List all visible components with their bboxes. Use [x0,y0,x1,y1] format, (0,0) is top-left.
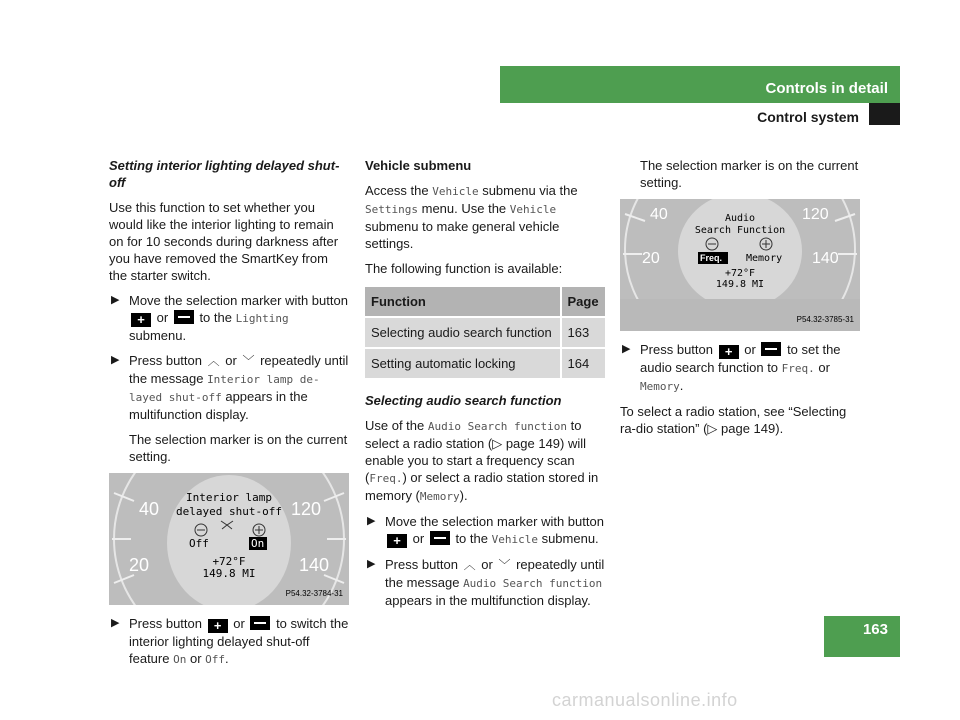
gauge-label: 40 [650,206,668,223]
display-line1: Interior lamp [185,491,273,504]
heading-delayed-shutoff: Setting interior lighting delayed shut-off [109,158,340,190]
table-row [365,317,605,348]
display-image-audio [620,199,860,331]
arrow-icon: ▶ [367,558,376,570]
table-cell: Setting automatic locking [365,348,561,378]
table-header: Page [561,287,606,317]
arrow-icon: ▶ [111,354,120,366]
gauge-label: 140 [299,555,330,575]
heading-vehicle-submenu: Vehicle submenu [365,158,472,173]
step-press-repeat: ▶ Press button ︿ or ﹀ repeatedly until the message Audio Search function appears in the multifunction display. [367,557,605,608]
step-set-audio: ▶ Press button + or to set the audio search function to Freq. or Memory. [622,342,841,393]
triangle-ref-icon: ▷ [492,436,503,451]
heading-audio-search: Selecting audio search function [365,393,562,408]
arrow-icon: ▶ [622,343,631,355]
display-line2: Search Function [694,225,786,236]
table-cell: 164 [561,348,606,378]
closing-text: To select a radio station, see “Selecting ra-dio station” (▷ page 149). [620,404,847,436]
chevron-up-icon: ︿ [207,354,220,368]
minus-button-icon [430,531,450,545]
header-marker [869,103,900,125]
plus-button-icon: + [208,619,228,633]
minus-button-icon [761,342,781,356]
gauge-label: 20 [642,250,660,267]
arrow-icon: ▶ [367,515,376,527]
plus-button-icon: + [719,345,739,359]
audio-paragraph: Use of the Audio Search function to select a radio station (▷ page 149) will enable you to start a frequency scan (Freq.) or select a radio station stored in memory (Memory). [365,418,599,503]
display-line2: delayed shut-off [176,505,282,518]
display-memory: Memory [746,253,783,264]
step-press-repeat: ▶ Press button ︿ or ﹀ repeatedly until the message Interior lamp de-layed shut-off appears in the multifunction display. [111,353,349,422]
header-section-bar [500,66,900,103]
section-title: Controls in detail [765,80,888,97]
plus-button-icon: + [387,534,407,548]
gauge-label: 120 [291,499,322,519]
gauge-label: 40 [139,499,160,519]
display-off: Off [189,537,209,550]
table-header: Function [365,287,561,317]
watermark: carmanualsonline.info [552,690,738,710]
column-3 [620,157,860,445]
table-cell: 163 [561,317,606,348]
chevron-up-icon: ︿ [463,558,476,572]
gauge-label: 120 [802,206,829,223]
marker-note: The selection marker is on the current setting. [640,158,859,190]
vehicle-paragraph: Access the Vehicle submenu via the Settings menu. Use the Vehicle submenu to make general vehicle settings. [365,183,578,251]
step-move-marker: ▶ Move the selection marker with button + or to the Lighting submenu. [111,293,348,343]
display-line1: Audio [724,213,756,224]
display-image-lighting [109,473,349,605]
intro-text: Use this function to set whether you would like the interior lighting to remain on for 10 seconds during darkness after you have removed the SmartKey from the starter switch. [109,200,339,283]
step-switch-feature: ▶ Press button + or to switch the interior lighting delayed shut-off feature On or Off. [111,616,349,666]
display-freq: Freq. [700,253,723,263]
display-odo: 149.8 MI [202,567,256,580]
page-number: 163 [862,621,888,638]
display-on: On [251,537,265,550]
arrow-icon: ▶ [111,617,120,629]
column-1 [109,157,349,676]
table-cell: Selecting audio search function [365,317,561,348]
minus-button-icon [174,310,194,324]
chevron-down-icon: ﹀ [498,558,511,572]
display-temp: +72°F [212,555,246,568]
display-temp: +72°F [724,268,756,279]
display-odo: 149.8 MI [715,279,765,290]
page-number-box [824,616,900,657]
function-table [365,287,605,378]
column-2 [365,157,605,617]
subsection-bar [500,103,869,125]
minus-button-icon [250,616,270,630]
gauge-label: 20 [129,555,150,575]
arrow-icon: ▶ [111,294,120,306]
marker-note: The selection marker is on the current setting. [129,432,348,464]
image-caption: P54.32-3784-31 [285,589,343,598]
gauge-label: 140 [812,250,839,267]
chevron-down-icon: ﹀ [242,354,255,368]
plus-button-icon: + [131,313,151,327]
step-move-marker: ▶ Move the selection marker with button + or to the Vehicle submenu. [367,514,604,548]
image-caption: P54.32-3785-31 [796,315,854,324]
subsection-title: Control system [757,109,859,125]
available-text: The following function is available: [365,261,563,276]
table-row [365,348,605,378]
